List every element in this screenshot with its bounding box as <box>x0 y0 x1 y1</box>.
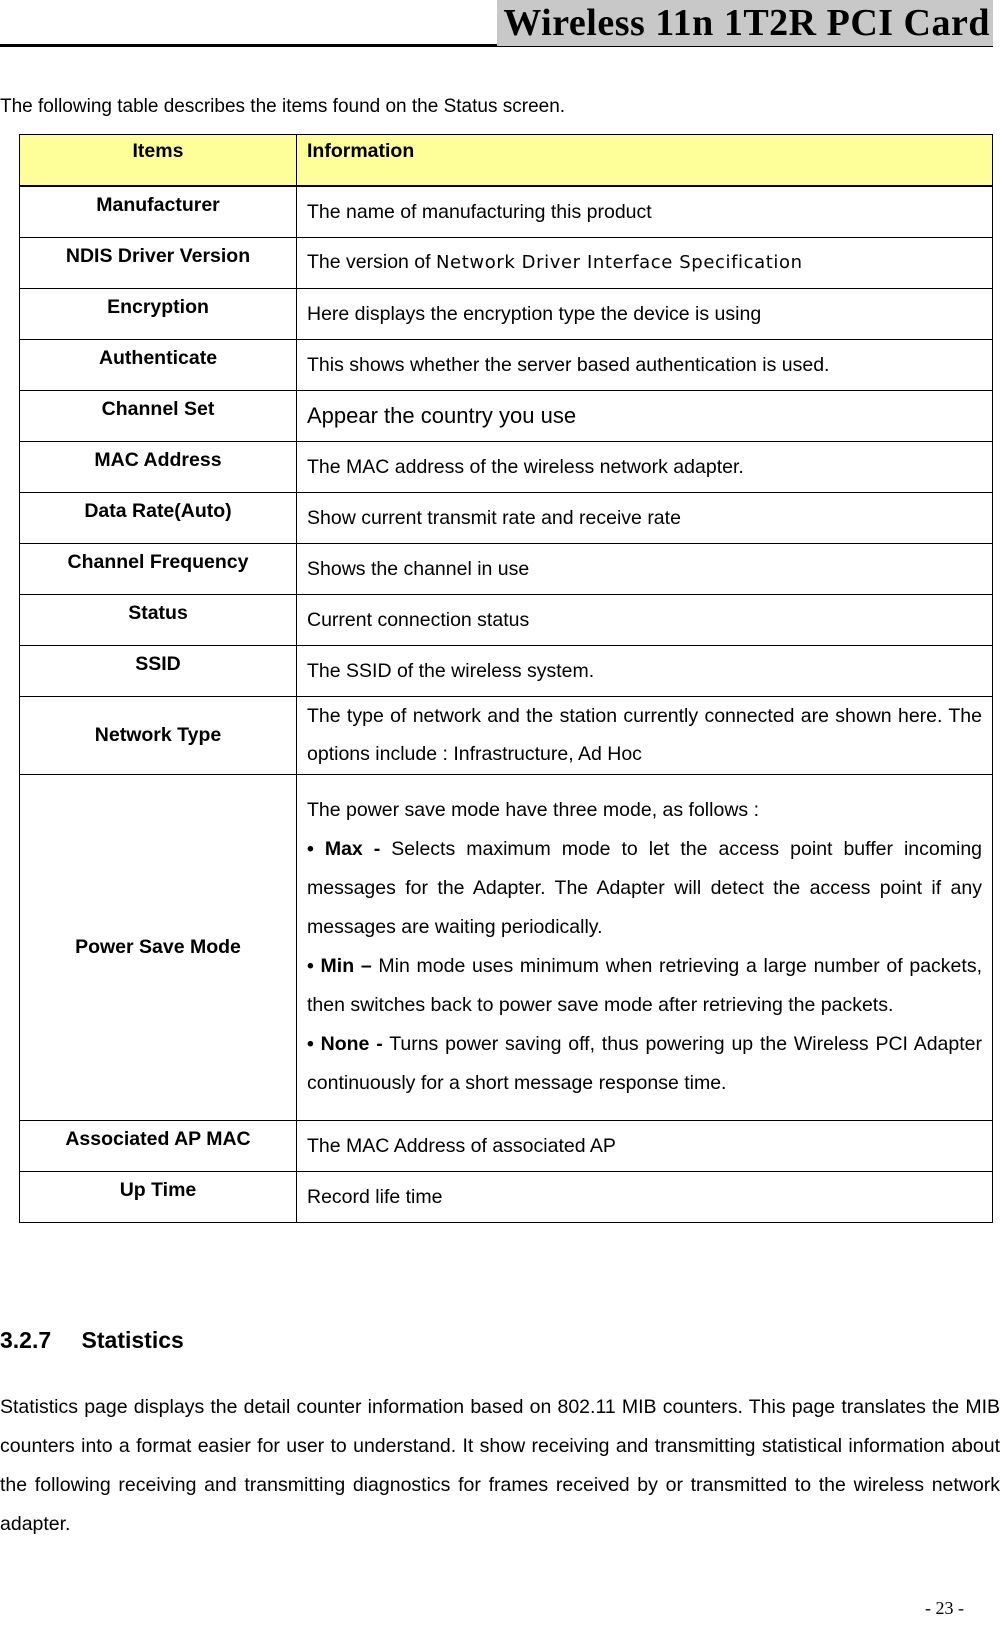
row-info: This shows whether the server based authentication is used. <box>297 339 993 390</box>
row-info: Current connection status <box>297 594 993 645</box>
table-row <box>20 492 993 543</box>
row-info: The type of network and the station currently connected are shown here. The options include : Infrastructure, Ad Hoc <box>297 696 993 774</box>
table-row <box>20 645 993 696</box>
power-save-intro: The power save mode have three mode, as follows : <box>307 799 759 821</box>
row-item: Encryption <box>20 288 297 339</box>
page-number: - 23 - <box>925 1598 964 1618</box>
row-info: Here displays the encryption type the device is using <box>297 288 993 339</box>
row-item: Up Time <box>20 1171 297 1222</box>
table-row <box>20 390 993 441</box>
power-save-min: • Min – Min mode uses minimum when retrieving a large number of packets, then switches back to power save mode after retrieving the packets. <box>307 955 982 1016</box>
row-item: NDIS Driver Version <box>20 237 297 288</box>
row-info: The MAC address of the wireless network adapter. <box>297 441 993 492</box>
table-row <box>20 543 993 594</box>
row-info: The MAC Address of associated AP <box>297 1120 993 1171</box>
row-info: Record life time <box>297 1171 993 1222</box>
statistics-paragraph: Statistics page displays the detail counter information based on 802.11 MIB counters. This page translates the MIB counters into a format easier for user to understand. It show receiving and transmitting statistical information about the following receiving and transmitting diagnostics for frames received by or transmitted to the wireless network adapter. <box>0 1396 1000 1535</box>
row-info: Shows the channel in use <box>297 543 993 594</box>
ndis-spec-text: Network Driver Interface Specification <box>435 252 803 273</box>
intro-text: The following table describes the items found on the Status screen. <box>0 96 566 117</box>
table-row <box>20 1120 993 1171</box>
row-item: Channel Frequency <box>20 543 297 594</box>
table-row <box>20 186 993 237</box>
row-item: Data Rate(Auto) <box>20 492 297 543</box>
row-info: Appear the country you use <box>297 390 993 441</box>
row-item: Network Type <box>20 696 297 774</box>
table-header-row <box>20 135 993 187</box>
power-save-max: • Max - Selects maximum mode to let the access point buffer incoming messages for the Adapter. The Adapter will detect the access point if any messages are waiting periodically. <box>307 838 983 938</box>
power-save-none: • None - Turns power saving off, thus powering up the Wireless PCI Adapter continuously for a short message response time. <box>307 1033 982 1094</box>
row-item: Power Save Mode <box>20 774 297 1120</box>
section-number: 3.2.7 <box>0 1327 52 1353</box>
row-info: The name of manufacturing this product <box>297 186 993 237</box>
section-heading <box>0 1327 184 1354</box>
table-row <box>20 1171 993 1222</box>
row-item: Associated AP MAC <box>20 1120 297 1171</box>
row-info: The version of Network Driver Interface Specification <box>297 237 993 288</box>
row-item: Authenticate <box>20 339 297 390</box>
table-row <box>20 441 993 492</box>
table-row <box>20 339 993 390</box>
status-items-table <box>19 134 993 1223</box>
power-save-description <box>297 774 993 1120</box>
document-title: Wireless 11n 1T2R PCI Card <box>497 0 993 46</box>
table-row <box>20 288 993 339</box>
row-item: SSID <box>20 645 297 696</box>
row-item: MAC Address <box>20 441 297 492</box>
row-item: Status <box>20 594 297 645</box>
row-item: Manufacturer <box>20 186 297 237</box>
row-info: The SSID of the wireless system. <box>297 645 993 696</box>
section-title: Statistics <box>81 1327 184 1353</box>
table-row <box>20 774 993 1120</box>
row-info: Show current transmit rate and receive rate <box>297 492 993 543</box>
column-header-information: Information <box>297 135 993 187</box>
table-row <box>20 696 993 774</box>
table-row <box>20 594 993 645</box>
row-item: Channel Set <box>20 390 297 441</box>
table-row <box>20 237 993 288</box>
column-header-items: Items <box>20 135 297 187</box>
